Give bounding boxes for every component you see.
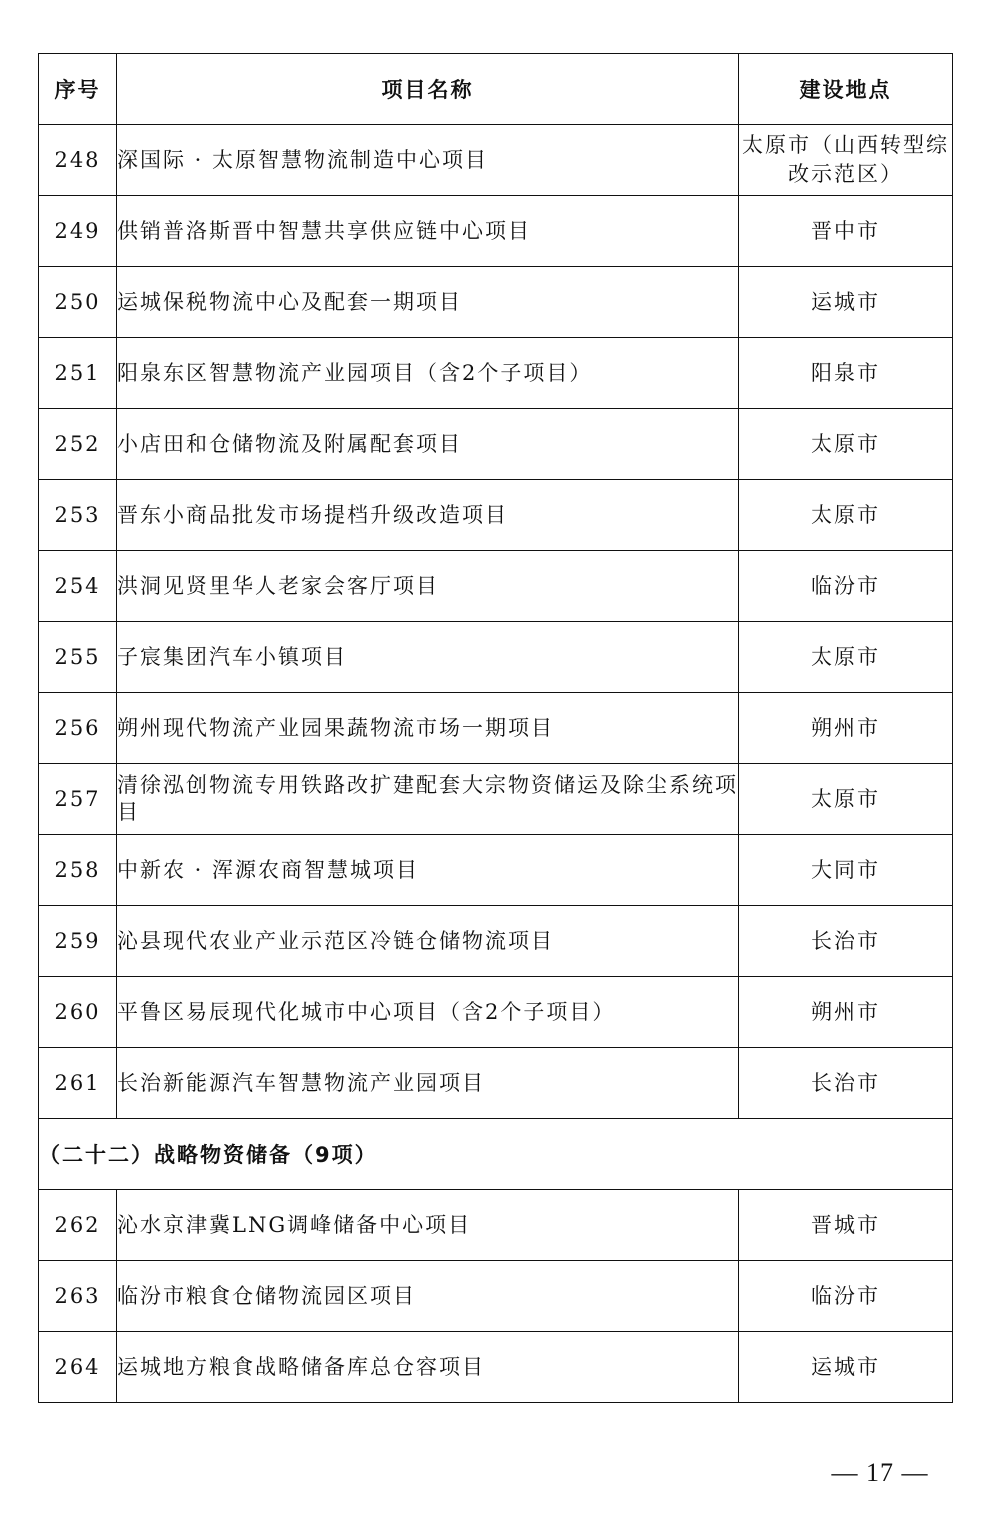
row-location: 朔州市: [739, 977, 953, 1048]
project-table: [38, 53, 953, 1403]
row-location: 长治市: [739, 1048, 953, 1119]
row-project-name: 深国际 · 太原智慧物流制造中心项目: [117, 125, 739, 196]
row-number: 249: [39, 196, 117, 267]
row-project-name: 洪洞见贤里华人老家会客厅项目: [117, 551, 739, 622]
row-number: 262: [39, 1190, 117, 1261]
row-number: 263: [39, 1261, 117, 1332]
row-location: 朔州市: [739, 693, 953, 764]
row-location: 晋城市: [739, 1190, 953, 1261]
table-row: [39, 764, 953, 835]
row-number: 259: [39, 906, 117, 977]
table-row: [39, 977, 953, 1048]
row-project-name: 临汾市粮食仓储物流园区项目: [117, 1261, 739, 1332]
section-title: （二十二）战略物资储备（9项）: [39, 1119, 953, 1190]
row-project-name: 运城保税物流中心及配套一期项目: [117, 267, 739, 338]
table-row: [39, 1332, 953, 1403]
row-number: 261: [39, 1048, 117, 1119]
row-project-name: 平鲁区易辰现代化城市中心项目（含2个子项目）: [117, 977, 739, 1048]
row-project-name: 子宸集团汽车小镇项目: [117, 622, 739, 693]
row-project-name: 供销普洛斯晋中智慧共享供应链中心项目: [117, 196, 739, 267]
row-project-name: 沁县现代农业产业示范区冷链仓储物流项目: [117, 906, 739, 977]
table-body: [39, 125, 953, 1403]
row-number: 255: [39, 622, 117, 693]
row-number: 256: [39, 693, 117, 764]
row-location: 临汾市: [739, 551, 953, 622]
row-number: 248: [39, 125, 117, 196]
row-location: 阳泉市: [739, 338, 953, 409]
table-row: [39, 125, 953, 196]
table-row: [39, 480, 953, 551]
row-number: 251: [39, 338, 117, 409]
table-row: [39, 906, 953, 977]
row-project-name: 中新农 · 浑源农商智慧城项目: [117, 835, 739, 906]
table-header-row: [39, 54, 953, 125]
row-location: 晋中市: [739, 196, 953, 267]
row-location: 运城市: [739, 267, 953, 338]
row-project-name: 朔州现代物流产业园果蔬物流市场一期项目: [117, 693, 739, 764]
section-header-row: [39, 1119, 953, 1190]
table-row: [39, 622, 953, 693]
table-row: [39, 693, 953, 764]
row-number: 264: [39, 1332, 117, 1403]
header-project-name: 项目名称: [117, 54, 739, 125]
row-project-name: 沁水京津冀LNG调峰储备中心项目: [117, 1190, 739, 1261]
row-number: 258: [39, 835, 117, 906]
table-row: [39, 1048, 953, 1119]
table-row: [39, 551, 953, 622]
row-project-name: 清徐泓创物流专用铁路改扩建配套大宗物资储运及除尘系统项目: [117, 764, 739, 835]
row-location: 太原市（山西转型综改示范区）: [739, 125, 953, 196]
row-number: 257: [39, 764, 117, 835]
header-location: 建设地点: [739, 54, 953, 125]
table-row: [39, 409, 953, 480]
row-location: 太原市: [739, 480, 953, 551]
header-number: 序号: [39, 54, 117, 125]
page-number: — 17 —: [831, 1458, 929, 1487]
table-row: [39, 267, 953, 338]
table-row: [39, 196, 953, 267]
row-number: 260: [39, 977, 117, 1048]
row-location: 长治市: [739, 906, 953, 977]
table-row: [39, 1261, 953, 1332]
row-project-name: 长治新能源汽车智慧物流产业园项目: [117, 1048, 739, 1119]
row-project-name: 晋东小商品批发市场提档升级改造项目: [117, 480, 739, 551]
row-number: 252: [39, 409, 117, 480]
row-number: 253: [39, 480, 117, 551]
table-row: [39, 1190, 953, 1261]
row-location: 太原市: [739, 764, 953, 835]
row-location: 太原市: [739, 409, 953, 480]
table-row: [39, 338, 953, 409]
row-location: 运城市: [739, 1332, 953, 1403]
row-number: 254: [39, 551, 117, 622]
table-row: [39, 835, 953, 906]
row-location: 太原市: [739, 622, 953, 693]
row-project-name: 运城地方粮食战略储备库总仓容项目: [117, 1332, 739, 1403]
row-project-name: 小店田和仓储物流及附属配套项目: [117, 409, 739, 480]
row-number: 250: [39, 267, 117, 338]
row-project-name: 阳泉东区智慧物流产业园项目（含2个子项目）: [117, 338, 739, 409]
row-location: 临汾市: [739, 1261, 953, 1332]
row-location: 大同市: [739, 835, 953, 906]
